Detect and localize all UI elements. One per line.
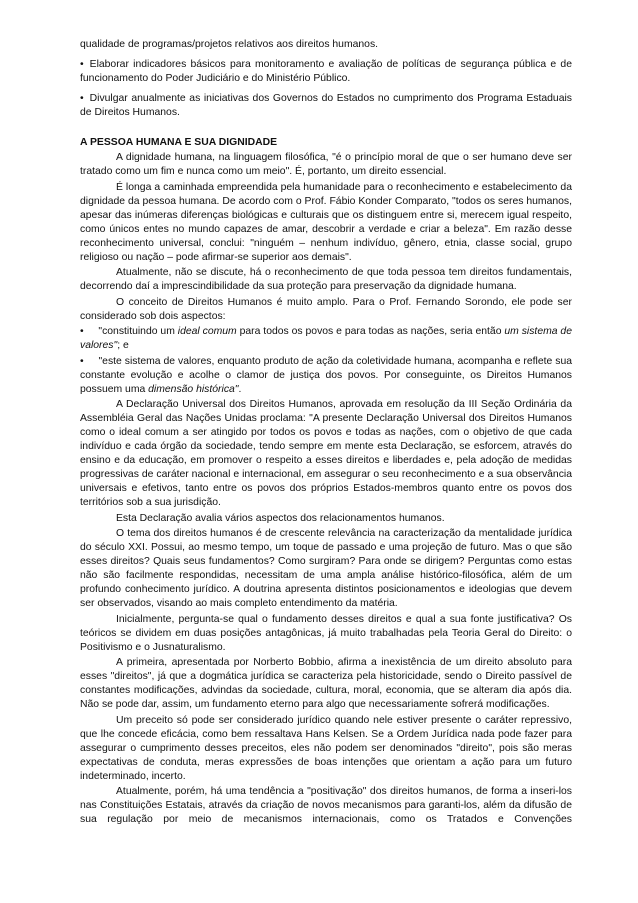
bullet-text: Elaborar indicadores básicos para monitoramento e avaliação de políticas de segurança pública e de funcionamento do Poder Judiciário e do Ministério Público. [80,59,572,84]
bullet-text: Divulgar anualmente as iniciativas dos Governos do Estados no cumprimento dos Programa Estaduais de Direitos Humanos. [80,93,572,118]
quote-text: "constituindo um [98,326,178,337]
paragraph: A dignidade humana, na linguagem filosófica, "é o princípio moral de que o ser humano deve ser tratado como um fim e nunca como um meio". É, portanto, um direito essencial. [80,152,572,177]
paragraph: A Declaração Universal dos Direitos Humanos, aprovada em resolução da III Seção Ordinária da Assembléia Geral das Nações Unidas proclama: "A presente Declaração Universal dos Direitos Humanos como o ideal comum a ser atingido por todos os povos e todas as nações, com o objetivo de que cada indivíduo e cada órgão da sociedade, tendo sempre em mente esta Declaração, se esforcem, através do ensino e da educação, em promover o respeito a esses direitos e liberdades e, pela adoção de medidas progressivas de caráter nacional e internacional, em assegurar o seu reconhecimento e a sua observância universais e efetivos, tanto entre os povos dos próprios Estados-membros quanto entre os povos dos territórios sob a sua jurisdição. [80,399,572,508]
paragraph: Atualmente, porém, há uma tendência a "positivação" dos direitos humanos, de forma a inseri-los nas Constituições Estatais, através da criação de novos mecanismos para garanti-los, além da difusão de sua regulação por meio de mecanismos internacionais, como os Tratados e Convenções [80,786,572,825]
paragraph: Inicialmente, pergunta-se qual o fundamento desses direitos e qual a sua fonte justificativa? Os teóricos se dividem em duas posições antagônicas, já muito trabalhadas pela Teoria Geral do Direito: o Positivismo e o Jusnaturalismo. [80,613,572,653]
paragraph: Um preceito só pode ser considerado jurídico quando nele estiver presente o caráter repressivo, que lhe concede eficácia, como bem ressaltava Hans Kelsen. Se a Ordem Jurídica nada pode fazer para assegurar o cumprimento desses preceitos, eles não podem ser denominados "direito", pois são meras expectativas de conduta, meras expressões de boas intenções que orientam a ação para um futuro indeterminado, incerto. [80,714,572,782]
quote-emphasis: ideal comum [177,326,237,337]
quote-bullet [80,325,572,353]
opening-line: qualidade de programas/projetos relativos aos direitos humanos. [80,39,379,50]
paragraph: Esta Declaração avalia vários aspectos dos relacionamentos humanos. [116,512,445,524]
paragraph: É longa a caminhada empreendida pela humanidade para o reconhecimento e estabelecimento da dignidade da pessoa humana. De acordo com o Prof. Fábio Konder Comparato, "todos os seres humanos, apesar das inúmeras diferenças biológicas e culturais que os distinguem entre si, merecem igual respeito, como únicos entes no mundo capazes de amar, descobrir a verdade e criar a beleza". Em razão desse reconhecimento universal, conclui: "ninguém – nenhum indivíduo, gênero, etnia, classe social, grupo religioso ou nação – pode afirmar-se superior aos demais". [80,181,572,263]
quote-text: "este sistema de valores, enquanto produto de ação da coletividade humana, acompanha e reflete sua constante evolução e acolhe o clamor de justiça dos povos. Por conseguinte, os Direitos Humanos possuem uma [80,355,573,395]
paragraph: O tema dos direitos humanos é de crescente relevância na caracterização da mentalidade jurídica do século XXI. Possui, ao mesmo tempo, um toque de passado e uma projeção de futuro. Mas o que são esses direitos? Quais seus fundamentos? Como surgiram? Para onde se dirigem? Perguntas como estas não são facilmente respondidas, necessitam de uma ampla análise histórico-filosófica, além de um profundo conhecimento jurídico. A doutrina apresenta distintos posicionamentos e ideologias que devem ser observados, visando ao mais completo entendimento da matéria. [80,528,572,609]
bullet-icon: • [80,355,84,367]
bullet-item [80,58,572,86]
bullet-item [80,92,572,120]
paragraph: Atualmente, não se discute, há o reconhecimento de que toda pessoa tem direitos fundamentais, decorrendo daí a imprescindibilidade da sua proteção para preservação da dignidade humana. [80,267,572,292]
bullet-icon: • [80,93,84,104]
bullet-icon: • [80,59,84,70]
quote-text: para todos os povos e para todas as nações, seria então [236,326,505,337]
quote-text: . [238,383,242,395]
section-heading: A PESSOA HUMANA E SUA DIGNIDADE [80,137,278,148]
quote-emphasis: um sistema de valores" [80,326,572,351]
paragraph: A primeira, apresentada por Norberto Bobbio, afirma a inexistência de um direito absoluto para esses "direitos", já que a dogmática jurídica se caracteriza pela historicidade, sendo o Direito passível de constantes modificações, advindas da sociedade, cultura, moral, economia, que se alteram dia após dia. Não se pode dar, assim, um fundamento eterno para algo que necessariamente sofrerá modificações. [80,657,572,710]
quote-text: ; e [117,340,129,351]
quote-emphasis: dimensão histórica" [148,383,239,395]
paragraph: O conceito de Direitos Humanos é muito amplo. Para o Prof. Fernando Sorondo, ele pode ser considerado sob dois aspectos: [80,296,572,322]
quote-bullet [80,355,572,397]
bullet-icon: • [80,326,84,337]
